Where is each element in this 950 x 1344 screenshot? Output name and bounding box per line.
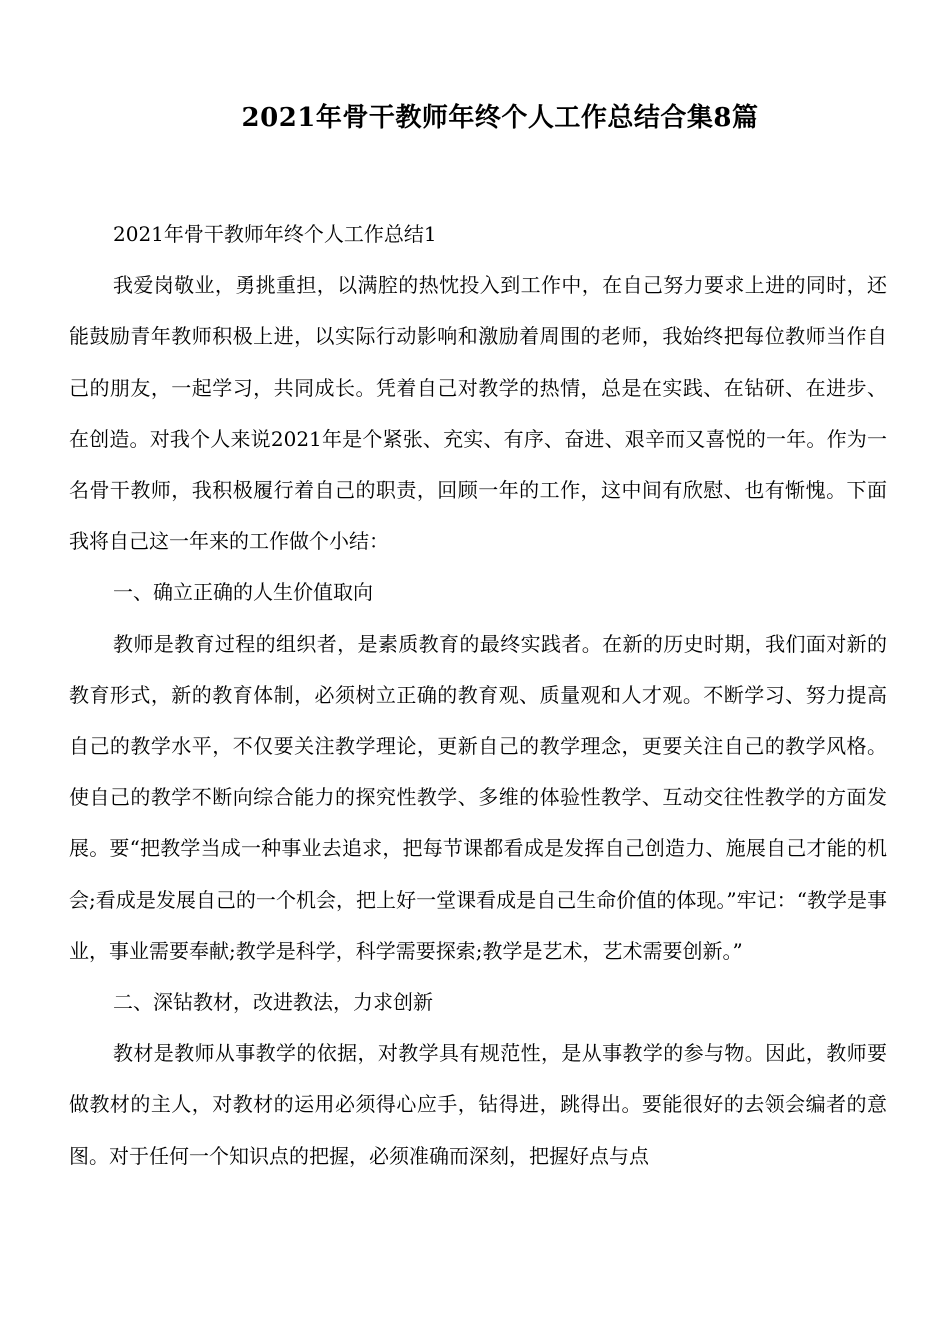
heading-one: 一、确立正确的人生价值取向 [113, 580, 373, 605]
document-body [69, 209, 887, 1182]
paragraph-two: 教材是教师从事教学的依据，对教学具有规范性，是从事教学的参与物。因此，教师要做教材的主人，对教材的运用必须得心应手，钻得进，跳得出。要能很好的去领会编者的意图。对于任何一个知识点的把握，必须准确而深刻，把握好点与点 [69, 1041, 887, 1168]
document-title: 2021年骨干教师年终个人工作总结合集8篇 [241, 103, 759, 133]
section-title: 2021年骨干教师年终个人工作总结1 [113, 222, 437, 246]
heading-two: 二、深钻教材，改进教法，力求创新 [113, 990, 433, 1015]
intro-paragraph: 我爱岗敬业，勇挑重担，以满腔的热忱投入到工作中，在自己努力要求上进的同时，还能鼓励青年教师积极上进，以实际行动影响和激励着周围的老师，我始终把每位教师当作自己的朋友，一起学习，共同成长。凭着自己对教学的热情，总是在实践、在钻研、在进步、在创造。对我个人来说2021年是个紧张、充实、有序、奋进、艰辛而又喜悦的一年。作为一名骨干教师，我积极履行着自己的职责，回顾一年的工作，这中间有欣慰、也有惭愧。下面我将自己这一年来的工作做个小结： [69, 273, 887, 554]
paragraph-one: 教师是教育过程的组织者，是素质教育的最终实践者。在新的历史时期，我们面对新的教育形式，新的教育体制，必须树立正确的教育观、质量观和人才观。不断学习、努力提高自己的教学水平，不仅要关注教学理论，更新自己的教学理念，更要关注自己的教学风格。使自己的教学不断向综合能力的探究性教学、多维的体验性教学、互动交往性教学的方面发展。要“把教学当成一种事业去追求，把每节课都看成是发挥自己创造力、施展自己才能的机会;看成是发展自己的一个机会，把上好一堂课看成是自己生命价值的体现。”牢记：“教学是事业，事业需要奉献;教学是科学，科学需要探索;教学是艺术，艺术需要创新。” [69, 631, 887, 963]
